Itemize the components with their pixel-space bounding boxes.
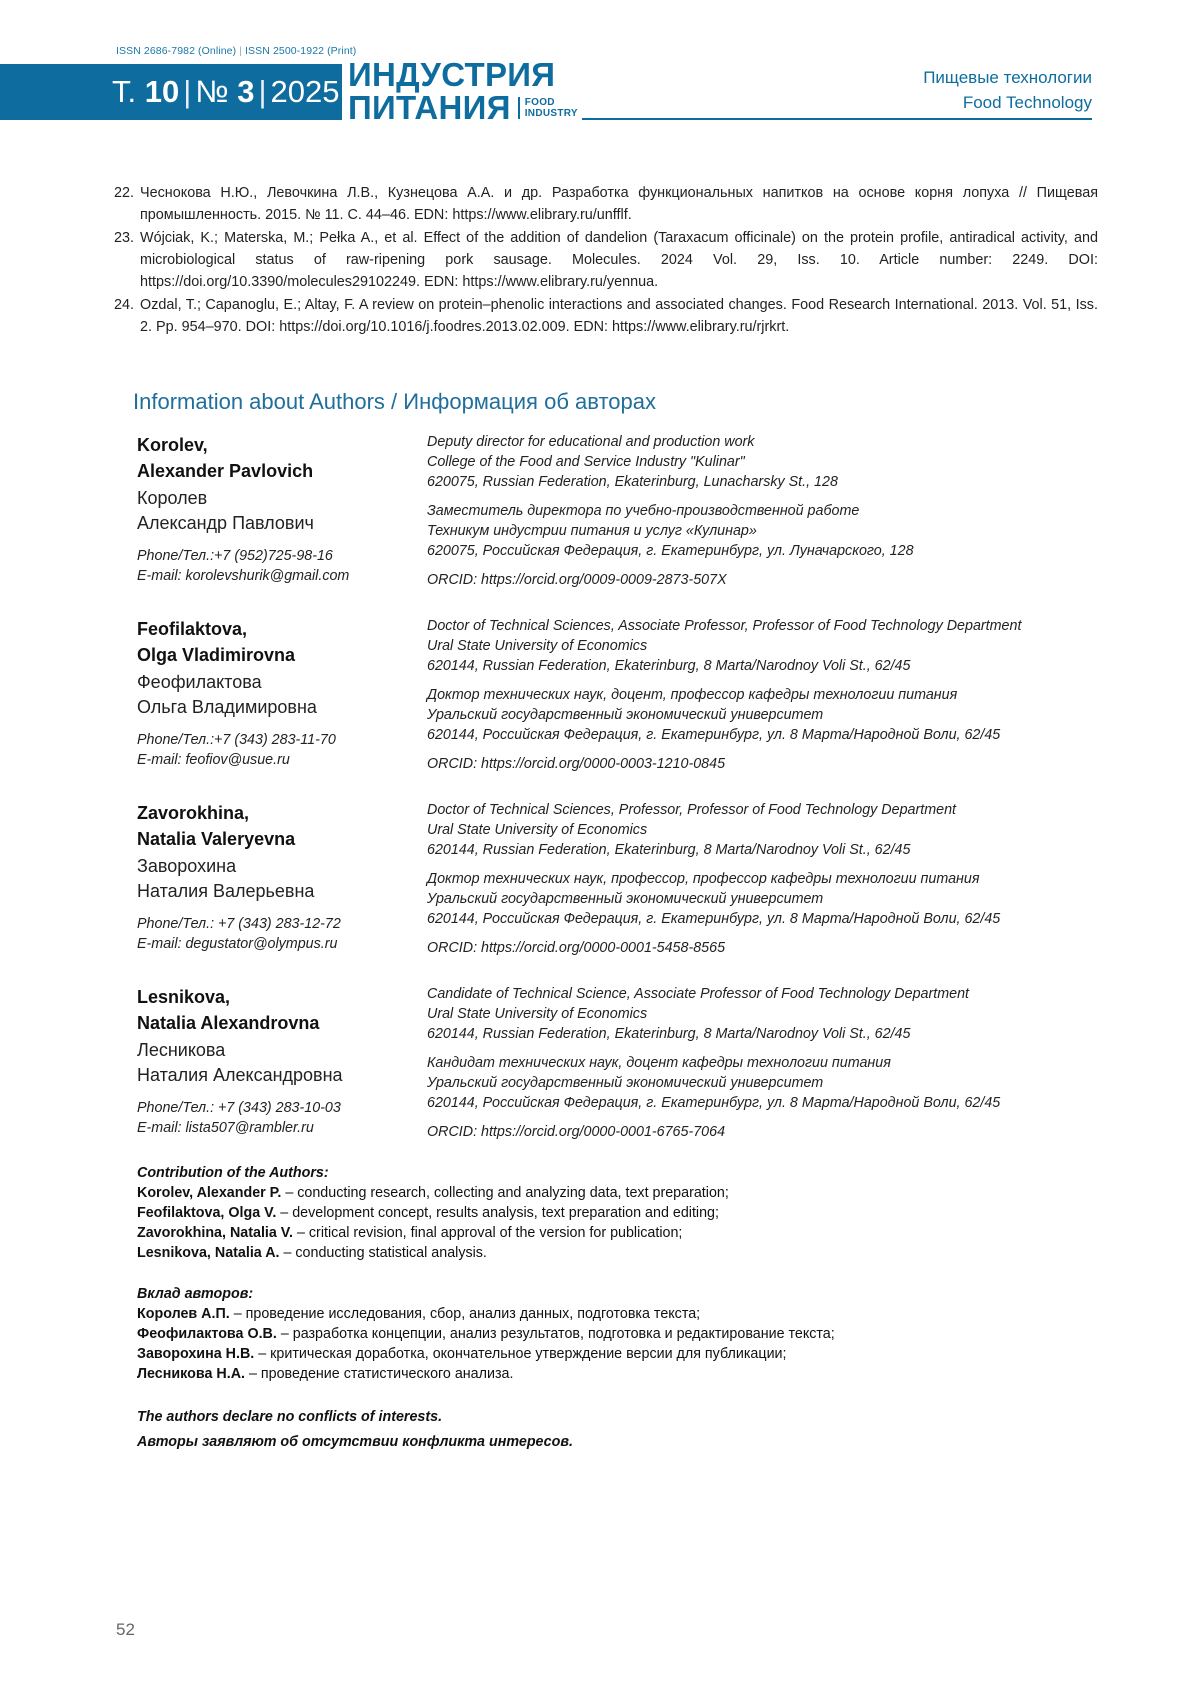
year: 2025 [270,74,340,109]
contribution-item [137,1324,1097,1344]
contribution-text: – conducting research, collecting and analyzing data, text preparation; [281,1185,729,1201]
orcid-link[interactable]: ORCID: https://orcid.org/0000-0001-6765-7064 [427,1124,726,1140]
organization-ru: Уральский государственный экономический университет [427,1075,824,1091]
author-email: E-mail: degustator@olympus.ru [137,936,338,952]
author-name-en [137,616,427,668]
volume-issue-year: Т. 10 | № 3 | 2025 [112,74,340,109]
reference-text: Wójciak, K.; Materska, M.; Pełka A., et al. Effect of the addition of dandelion (Taraxacum officinale) on the protein profile, antiradical activity, and microbiological status of raw-ripening pork sausage. Molecules. 2024 Vol. 29, Iss. 10. Article number: 2249. DOI: https://doi.org/10.3390/molecules29102249. EDN: https://www.elibrary.ru/yennua. [140,230,1098,290]
author-given-ru: Наталия Валерьевна [137,881,315,901]
author-surname-en: Lesnikova, [137,987,231,1007]
contribution-text: – разработка концепции, анализ результатов, подготовка и редактирование текста; [276,1326,835,1342]
address-en: 620144, Russian Federation, Ekaterinburg, 8 Marta/Narodnoy Voli St., 62/45 [427,842,911,858]
contribution-text: – проведение исследования, сбор, анализ данных, подготовка текста; [229,1306,701,1322]
header-rule [582,118,1092,120]
author-phone: Phone/Тел.: +7 (343) 283-10-03 [137,1100,341,1116]
contributor-name: Korolev, Alexander P. [137,1185,282,1201]
page-number: 52 [116,1620,135,1639]
rubric-en: Food Technology [962,93,1092,112]
authors-list [137,432,1097,1168]
conflict-declaration-ru: Авторы заявляют об отсутствии конфликта интересов. [137,1434,573,1450]
author-card [137,984,1097,1168]
contributions-section [137,1163,1097,1455]
contributor-name: Королев А.П. [137,1306,230,1322]
position-ru: Кандидат технических наук, доцент кафедры технологии питания [427,1055,891,1071]
author-surname-en: Korolev, [137,435,208,455]
author-name-ru [137,854,427,904]
author-name-en [137,800,427,852]
author-given-ru: Александр Павлович [137,513,314,533]
author-name-ru [137,486,427,536]
journal-title-line2: ПИТАНИЯ [348,89,511,126]
address-ru: 620144, Российская Федерация, г. Екатеринбург, ул. 8 Марта/Народной Воли, 62/45 [427,727,1001,743]
author-name-en [137,432,427,484]
reference-number: 22. [114,185,135,201]
author-name-en [137,984,427,1036]
contribution-ru [137,1284,1097,1384]
author-phone: Phone/Тел.:+7 (952)725-98-16 [137,548,333,564]
contribution-item [137,1203,1097,1223]
author-surname-ru: Феофилактова [137,672,262,692]
author-given-ru: Наталия Александровна [137,1065,343,1085]
authors-section-title: Information about Authors / Информация об авторах [133,389,657,414]
author-surname-ru: Королев [137,488,208,508]
author-contacts [137,730,427,770]
conflict-declaration-en: The authors declare no conflicts of interests. [137,1409,443,1425]
author-given-en: Alexander Pavlovich [137,461,314,481]
issn-online: ISSN 2686-7982 (Online) [116,45,237,57]
address-en: 620075, Russian Federation, Ekaterinburg, Lunacharsky St., 128 [427,474,838,490]
author-email: E-mail: feofiov@usue.ru [137,752,290,768]
author-given-ru: Ольга Владимировна [137,697,317,717]
author-affiliation [427,984,1097,1168]
reference-item [114,294,1098,338]
contribution-item [137,1344,1097,1364]
contributor-name: Заворохина Н.В. [137,1346,255,1362]
author-surname-ru: Заворохина [137,856,237,876]
contribution-item [137,1243,1097,1263]
rubric-ru: Пищевые технологии [923,68,1092,87]
issn-print: ISSN 2500-1922 (Print) [245,45,357,57]
organization-en: Ural State University of Economics [427,638,648,654]
contribution-text: – critical revision, final approval of the version for publication; [293,1225,683,1241]
issue-prefix: № [195,74,229,109]
contribution-item [137,1183,1097,1203]
author-card [137,800,1097,984]
position-en: Doctor of Technical Sciences, Associate Professor, Professor of Food Technology Department [427,618,1022,634]
position-ru: Заместитель директора по учебно-производственной работе [427,503,860,519]
volume-banner [0,64,342,120]
journal-en-title [518,97,578,119]
contribution-item [137,1304,1097,1324]
author-name-ru [137,670,427,720]
position-ru: Доктор технических наук, доцент, профессор кафедры технологии питания [427,687,958,703]
position-ru: Доктор технических наук, профессор, профессор кафедры технологии питания [427,871,980,887]
author-surname-en: Zavorokhina, [137,803,250,823]
orcid-link[interactable]: ORCID: https://orcid.org/0000-0003-1210-0845 [427,756,726,772]
reference-number: 23. [114,230,135,246]
contributor-name: Feofilaktova, Olga V. [137,1205,277,1221]
author-surname-ru: Лесникова [137,1040,226,1060]
author-given-en: Natalia Alexandrovna [137,1013,320,1033]
reference-text: Чеснокова Н.Ю., Левочкина Л.В., Кузнецова А.А. и др. Разработка функциональных напитков на основе корня лопуха // Пищевая промышленность. 2015. № 11. С. 44–46. EDN: https://www.elibrary.ru/unfflf. [140,185,1098,223]
author-surname-en: Feofilaktova, [137,619,248,639]
author-affiliation [427,800,1097,984]
address-ru: 620144, Российская Федерация, г. Екатеринбург, ул. 8 Марта/Народной Воли, 62/45 [427,911,1001,927]
contribution-heading-en: Contribution of the Authors: [137,1165,329,1181]
reference-item [114,227,1098,293]
reference-number: 24. [114,297,135,313]
contributor-name: Zavorokhina, Natalia V. [137,1225,294,1241]
contribution-text: – development concept, results analysis, text preparation and editing; [276,1205,719,1221]
address-ru: 620075, Российская Федерация, г. Екатеринбург, ул. Луначарского, 128 [427,543,914,559]
address-ru: 620144, Российская Федерация, г. Екатеринбург, ул. 8 Марта/Народной Воли, 62/45 [427,1095,1001,1111]
author-phone: Phone/Тел.: +7 (343) 283-12-72 [137,916,341,932]
position-en: Candidate of Technical Science, Associate Professor of Food Technology Department [427,986,970,1002]
address-en: 620144, Russian Federation, Ekaterinburg, 8 Marta/Narodnoy Voli St., 62/45 [427,1026,911,1042]
author-name-ru [137,1038,427,1088]
author-phone: Phone/Тел.:+7 (343) 283-11-70 [137,732,336,748]
author-affiliation [427,432,1097,616]
reference-item [114,182,1098,226]
author-contacts [137,546,427,586]
author-affiliation [427,616,1097,800]
organization-ru: Уральский государственный экономический университет [427,891,824,907]
contribution-text: – conducting statistical analysis. [279,1245,487,1261]
author-card [137,432,1097,616]
contribution-text: – критическая доработка, окончательное утверждение версии для публикации; [254,1346,787,1362]
organization-en: College of the Food and Service Industry "Kulinar" [427,454,745,470]
vol-prefix: Т. [112,74,137,109]
author-email: E-mail: korolevshurik@gmail.com [137,568,350,584]
position-en: Doctor of Technical Sciences, Professor, Professor of Food Technology Department [427,802,956,818]
journal-title-line1: ИНДУСТРИЯ [348,56,556,93]
contributor-name: Lesnikova, Natalia A. [137,1245,280,1261]
author-given-en: Olga Vladimirovna [137,645,296,665]
issn-line: ISSN 2686-7982 (Online) | ISSN 2500-1922 (Print) [116,45,357,57]
orcid-link[interactable]: ORCID: https://orcid.org/0009-0009-2873-507X [427,572,727,588]
author-contacts [137,914,427,954]
author-contacts [137,1098,427,1138]
volume-number: 10 [144,74,180,109]
journal-en-1: FOOD [524,96,555,108]
organization-ru: Техникум индустрии питания и услуг «Кулинар» [427,523,757,539]
rubric [923,65,1092,115]
journal-en-2: INDUSTRY [524,107,578,119]
contribution-en [137,1163,1097,1263]
contribution-heading-ru: Вклад авторов: [137,1286,254,1302]
reference-text: Ozdal, T.; Capanoglu, E.; Altay, F. A review on protein–phenolic interactions and associated changes. Food Research International. 2013. Vol. 51, Iss. 2. Pp. 954–970. DOI: https://doi.org/10.1016/j.foodres.2013.02.009. EDN: https://www.elibrary.ru/rjrkrt. [140,297,1098,335]
contribution-item [137,1223,1097,1243]
organization-en: Ural State University of Economics [427,1006,648,1022]
position-en: Deputy director for educational and production work [427,434,755,450]
address-en: 620144, Russian Federation, Ekaterinburg, 8 Marta/Narodnoy Voli St., 62/45 [427,658,911,674]
orcid-link[interactable]: ORCID: https://orcid.org/0000-0001-5458-8565 [427,940,726,956]
organization-en: Ural State University of Economics [427,822,648,838]
author-email: E-mail: lista507@rambler.ru [137,1120,314,1136]
author-given-en: Natalia Valeryevna [137,829,296,849]
journal-title [348,58,578,124]
issue-number: 3 [237,74,255,109]
contributor-name: Лесникова Н.А. [137,1366,245,1382]
reference-list [114,182,1098,339]
contribution-item [137,1364,1097,1384]
contributor-name: Феофилактова О.В. [137,1326,277,1342]
author-card [137,616,1097,800]
organization-ru: Уральский государственный экономический университет [427,707,824,723]
contribution-text: – проведение статистического анализа. [245,1366,514,1382]
